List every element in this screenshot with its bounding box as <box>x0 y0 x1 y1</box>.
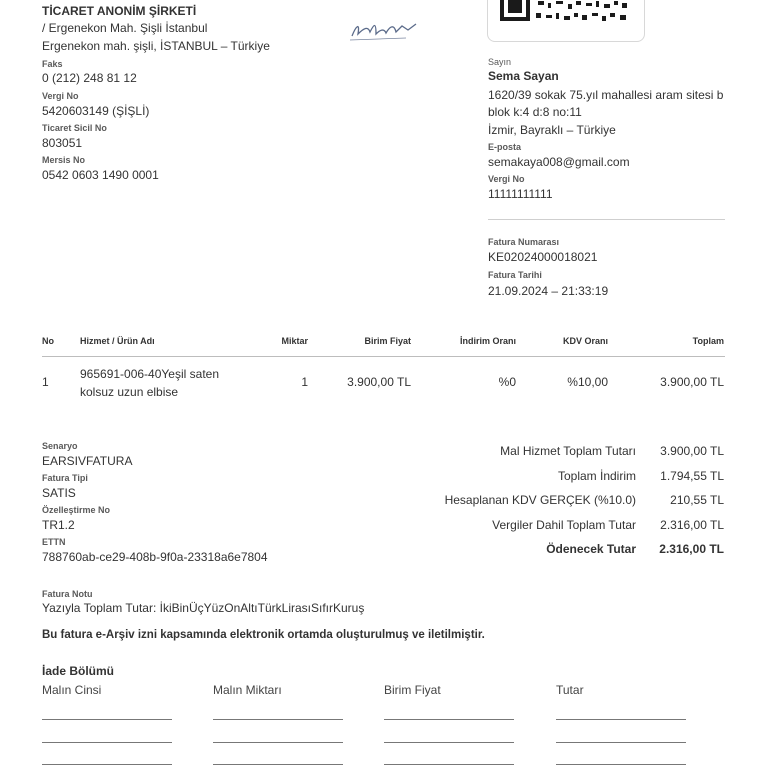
seller-fax-label: Faks <box>42 59 63 69</box>
total-label-incl-tax: Vergiler Dahil Toplam Tutar <box>492 518 636 532</box>
invoice-date: 21.09.2024 – 21:33:19 <box>488 284 609 298</box>
signature-image <box>346 12 424 46</box>
return-line <box>384 719 514 720</box>
seller-address-line1: / Ergenekon Mah. Şişli İstanbul <box>42 21 208 35</box>
col-header-unit-price: Birim Fiyat <box>364 336 411 346</box>
total-label-vat: Hesaplanan KDV GERÇEK (%10.0) <box>444 493 636 507</box>
return-line <box>384 764 514 765</box>
invoice-number-label: Fatura Numarası <box>488 237 560 247</box>
seller-mersis-label: Mersis No <box>42 155 86 165</box>
return-line <box>213 742 343 743</box>
invoice-type-value: SATIS <box>42 486 76 500</box>
e-archive-disclaimer: Bu fatura e-Arşiv izni kapsamında elektronik ortamda oluşturulmuş ve iletilmiştir. <box>42 629 485 641</box>
return-line <box>42 719 172 720</box>
row-no: 1 <box>42 375 49 389</box>
total-value-incl-tax: 2.316,00 TL <box>660 518 724 532</box>
return-line <box>556 719 686 720</box>
col-header-total: Toplam <box>692 336 724 346</box>
row-item-line1: 965691-006-40Yeşil saten <box>80 367 220 381</box>
scenario-value: EARSIVFATURA <box>42 454 133 468</box>
buyer-address-line3: İzmir, Bayraklı – Türkiye <box>488 123 616 137</box>
seller-tax-no-label: Vergi No <box>42 91 79 101</box>
return-line <box>213 764 343 765</box>
row-unit-price: 3.900,00 TL <box>347 375 411 389</box>
invoice-number: KE02024000018021 <box>488 250 598 264</box>
col-header-no: No <box>42 336 54 346</box>
seller-mersis: 0542 0603 1490 0001 <box>42 168 159 182</box>
seller-fax: 0 (212) 248 81 12 <box>42 71 137 85</box>
return-section-title: İade Bölümü <box>42 664 115 678</box>
seller-tax-no: 5420603149 (ŞİŞLİ) <box>42 104 150 118</box>
total-value-discount: 1.794,55 TL <box>660 469 724 483</box>
seller-address-line2: Ergenekon mah. şişli, İSTANBUL – Türkiye <box>42 39 270 53</box>
row-discount: %0 <box>498 375 516 389</box>
total-value-payable: 2.316,00 TL <box>659 542 724 556</box>
invoice-type-label: Fatura Tipi <box>42 473 88 483</box>
seller-company-name: TİCARET ANONİM ŞİRKETİ <box>42 4 197 18</box>
buyer-tax-no: 11111111111 <box>488 187 553 201</box>
seller-trade-reg-label: Ticaret Sicil No <box>42 123 107 133</box>
customization-label: Özelleştirme No <box>42 505 111 515</box>
buyer-name: Sema Sayan <box>488 69 559 83</box>
ettn-value: 788760ab-ce29-408b-9f0a-23318a6e7804 <box>42 550 268 564</box>
total-label-payable: Ödenecek Tutar <box>546 542 636 556</box>
buyer-divider <box>488 219 725 220</box>
scenario-label: Senaryo <box>42 441 78 451</box>
col-header-discount: İndirim Oranı <box>459 336 516 346</box>
return-line <box>213 719 343 720</box>
row-vat: %10,00 <box>567 375 608 389</box>
return-line <box>384 742 514 743</box>
return-col-quantity: Malın Miktarı <box>213 683 282 697</box>
return-col-amount: Tutar <box>556 683 584 697</box>
return-line <box>42 764 172 765</box>
total-label-discount: Toplam İndirim <box>557 469 636 483</box>
col-header-vat: KDV Oranı <box>562 336 608 346</box>
invoice-note-text: Yazıyla Toplam Tutar: İkiBinÜçYüzOnAltıTürkLirasıSıfırKuruş <box>42 601 365 615</box>
return-line <box>42 742 172 743</box>
buyer-tax-no-label: Vergi No <box>488 174 525 184</box>
buyer-address-line1: 1620/39 sokak 75.yıl mahallesi aram sitesi b <box>488 88 724 102</box>
buyer-email: semakaya008@gmail.com <box>488 155 630 169</box>
col-header-qty: Miktar <box>281 336 308 346</box>
total-label-goods: Mal Hizmet Toplam Tutarı <box>500 444 636 458</box>
row-qty: 1 <box>301 375 308 389</box>
seller-trade-reg: 803051 <box>42 136 83 150</box>
return-line <box>556 764 686 765</box>
invoice-note-label: Fatura Notu <box>42 589 93 599</box>
return-col-goods-type: Malın Cinsi <box>42 683 102 697</box>
table-header-divider <box>42 356 725 357</box>
buyer-address-line2: blok k:4 d:8 no:11 <box>488 105 582 119</box>
row-item-line2: kolsuz uzun elbise <box>80 385 179 399</box>
total-value-goods: 3.900,00 TL <box>660 444 724 458</box>
invoice-date-label: Fatura Tarihi <box>488 270 542 280</box>
qr-code <box>487 0 645 42</box>
buyer-salutation: Sayın <box>488 57 512 67</box>
row-total: 3.900,00 TL <box>660 375 724 389</box>
total-value-vat: 210,55 TL <box>670 493 724 507</box>
col-header-item: Hizmet / Ürün Adı <box>80 336 155 346</box>
customization-value: TR1.2 <box>42 518 75 532</box>
return-line <box>556 742 686 743</box>
ettn-label: ETTN <box>42 537 66 547</box>
buyer-email-label: E-posta <box>488 142 522 152</box>
return-col-unit-price: Birim Fiyat <box>384 683 441 697</box>
